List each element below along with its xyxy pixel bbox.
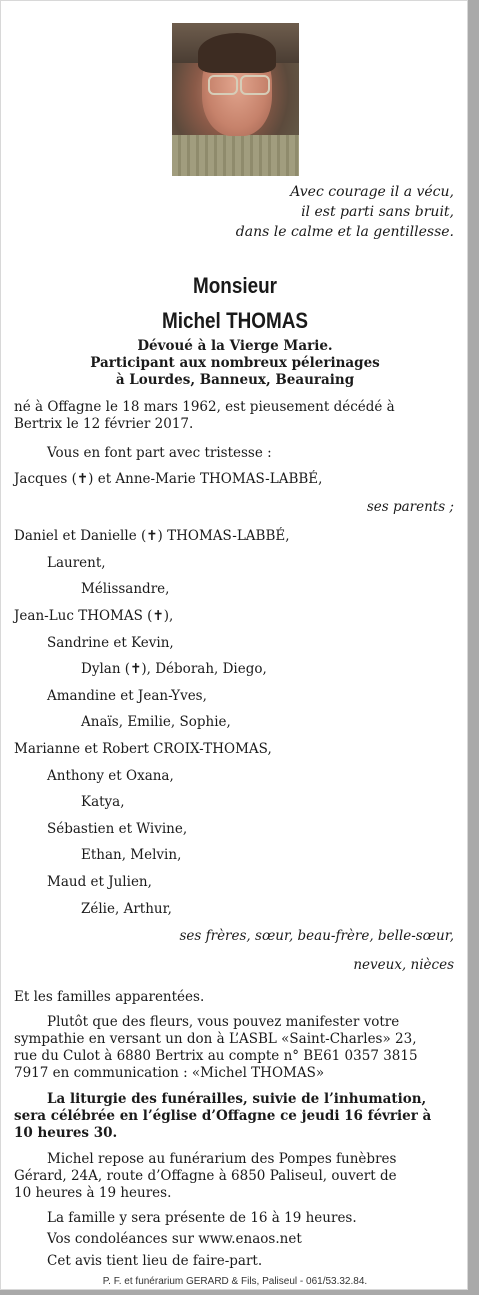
related-families: Et les familles apparentées. bbox=[14, 989, 205, 1005]
condolences-text: Vos condoléances sur www.enaos.net bbox=[47, 1231, 302, 1247]
notice-text: Cet avis tient lieu de faire-part. bbox=[47, 1253, 263, 1269]
presence-text: La famille y sera présente de 16 à 19 heures. bbox=[47, 1210, 357, 1226]
funeral-home-footer: P. F. et funérarium GERARD & Fils, Paliseul - 061/53.32.84. bbox=[102, 1276, 368, 1287]
family-member: Jean-Luc THOMAS (✝), bbox=[14, 608, 174, 624]
deceased-name: Michel THOMAS bbox=[161, 308, 309, 333]
family-member: Ethan, Melvin, bbox=[81, 847, 182, 863]
family-member: Daniel et Danielle (✝) THOMAS-LABBÉ, bbox=[14, 528, 290, 544]
quote-line: dans le calme et la gentillesse. bbox=[235, 224, 454, 240]
quote-line: Avec courage il a vécu, bbox=[290, 184, 454, 200]
announcement: Vous en font part avec tristesse : bbox=[47, 445, 272, 461]
title-honorific: Monsieur bbox=[192, 273, 278, 298]
family-member: Anthony et Oxana, bbox=[47, 768, 174, 784]
family-member: Anaïs, Emilie, Sophie, bbox=[81, 714, 231, 730]
family-member: Amandine et Jean-Yves, bbox=[47, 688, 207, 704]
family-member: Marianne et Robert CROIX-THOMAS, bbox=[14, 741, 272, 757]
donation-text: Plutôt que des fleurs, vous pouvez manifester votre sympathie en versant un don à L’ASBL «Saint-Charles» 23, rue du Culot à 6880 Bertrix au compte n° BE61 0357 3815 7917 en communication : «Michel THOMAS» bbox=[14, 1014, 418, 1081]
family-member: Maud et Julien, bbox=[47, 874, 152, 890]
family-member: Sandrine et Kevin, bbox=[47, 635, 174, 651]
devotion-text: Dévoué à la Vierge Marie. Participant aux nombreux pélerinages à Lourdes, Banneux, Beauraing bbox=[90, 338, 380, 388]
family-member: Katya, bbox=[81, 794, 125, 810]
liturgy-text: La liturgie des funérailles, suivie de l’inhumation, sera célébrée en l’église d’Offagne ce jeudi 16 février à 10 heures 30. bbox=[14, 1091, 432, 1141]
family-member: Sébastien et Wivine, bbox=[47, 821, 188, 837]
family-member: Mélissandre, bbox=[81, 581, 170, 597]
quote-line: il est parti sans bruit, bbox=[301, 204, 454, 220]
funerarium-text: Michel repose au funérarium des Pompes funèbres Gérard, 24A, route d’Offagne à 6850 Paliseul, ouvert de 10 heures à 19 heures. bbox=[14, 1151, 397, 1201]
parents-line: Jacques (✝) et Anne-Marie THOMAS-LABBÉ, bbox=[14, 471, 323, 487]
epitaph-quote bbox=[236, 182, 454, 242]
family-member: Laurent, bbox=[47, 555, 106, 571]
family-member: Dylan (✝), Déborah, Diego, bbox=[81, 661, 267, 677]
family-role: ses frères, sœur, beau-frère, belle-sœur, bbox=[179, 928, 454, 944]
birth-death-text: né à Offagne le 18 mars 1962, est pieusement décédé à Bertrix le 12 février 2017. bbox=[14, 399, 395, 432]
portrait-photo bbox=[172, 23, 299, 176]
parents-role: ses parents ; bbox=[366, 499, 454, 515]
family-member: Zélie, Arthur, bbox=[81, 901, 172, 917]
family-role: neveux, nièces bbox=[353, 957, 454, 973]
